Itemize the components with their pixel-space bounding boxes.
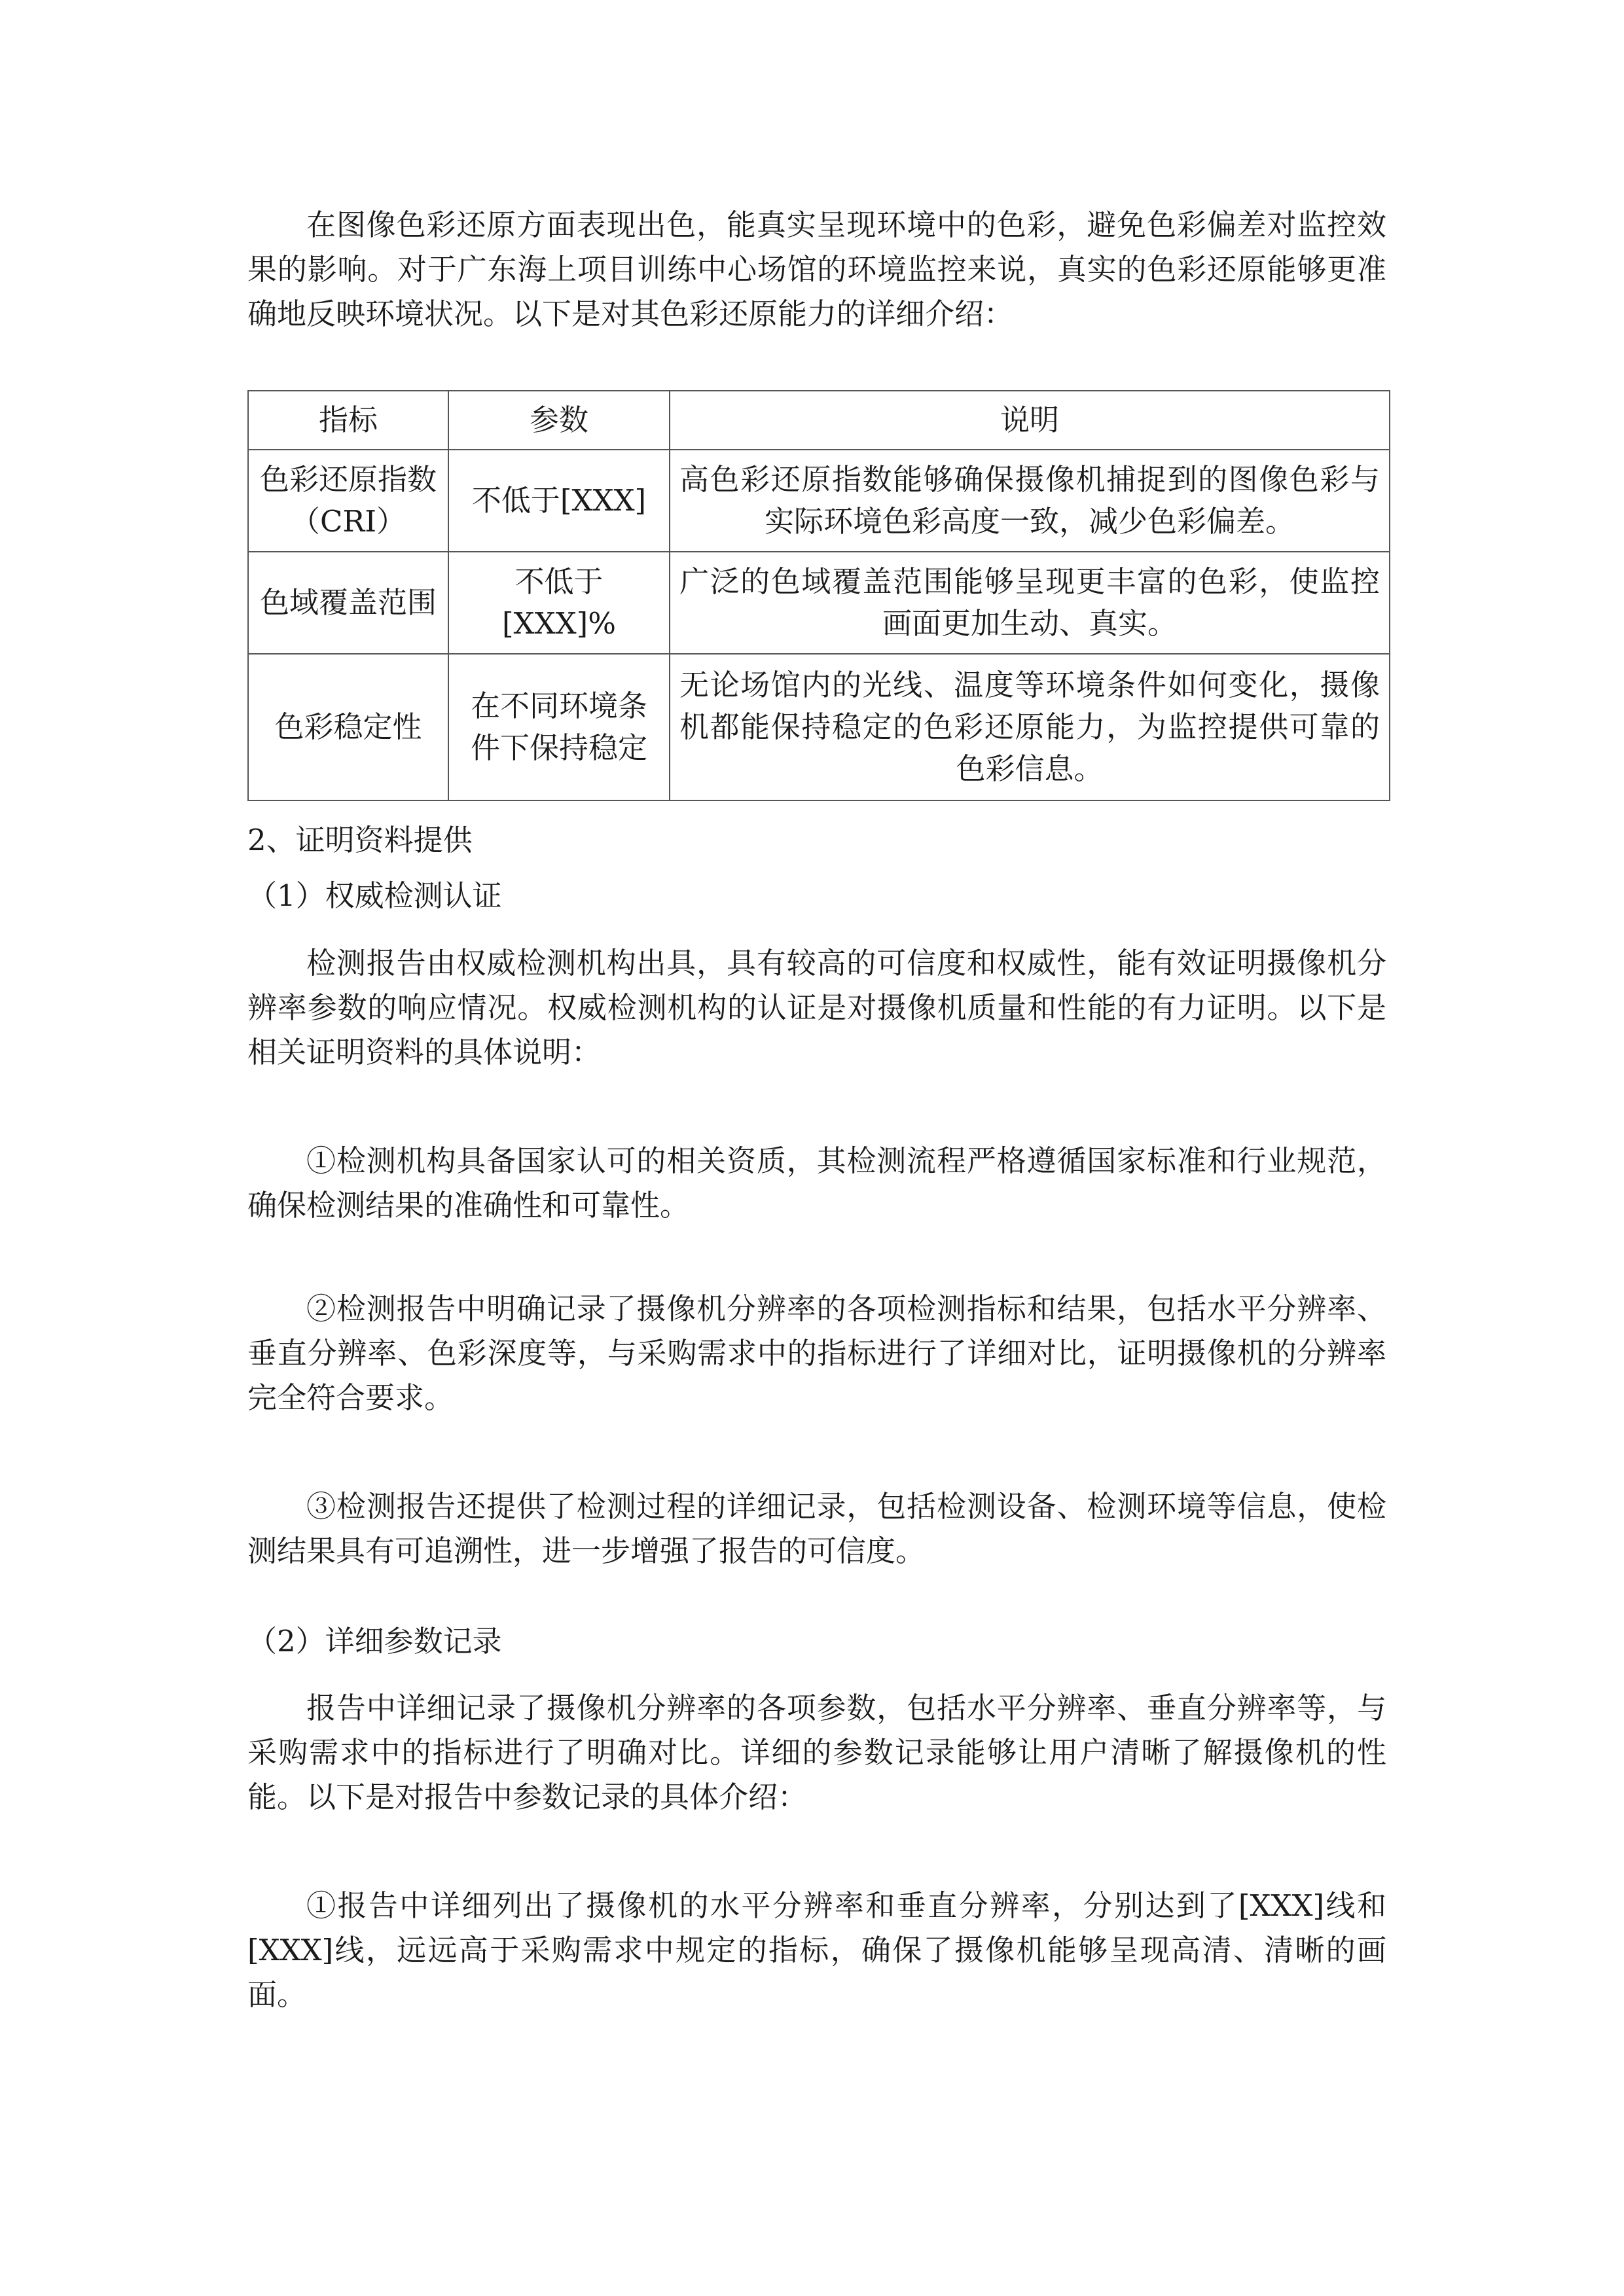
- row-desc: 广泛的色域覆盖范围能够呈现更丰富的色彩，使监控画面更加生动、真实。: [670, 552, 1390, 654]
- section-2-heading: 2、证明资料提供: [247, 823, 473, 857]
- row-indicator: 色彩还原指数（CRI）: [248, 450, 448, 552]
- row-desc: 无论场馆内的光线、温度等环境条件如何变化，摄像机都能保持稳定的色彩还原能力，为监控提供可靠的色彩信息。: [670, 654, 1390, 800]
- subsection-2-item-1: ①报告中详细列出了摄像机的水平分辨率和垂直分辨率，分别达到了[XXX]线和[XXX]线，远远高于采购需求中规定的指标，确保了摄像机能够呈现高清、清晰的画面。: [247, 1888, 1386, 2012]
- row-indicator: 色彩稳定性: [248, 654, 448, 800]
- table-row: [248, 654, 1390, 800]
- header-desc: 说明: [670, 391, 1390, 450]
- intro-paragraph: 在图像色彩还原方面表现出色，能真实呈现环境中的色彩，避免色彩偏差对监控效果的影响。对于广东海上项目训练中心场馆的环境监控来说，真实的色彩还原能够更准确地反映环境状况。以下是对其色彩还原能力的详细介绍：: [247, 207, 1386, 331]
- row-desc: 高色彩还原指数能够确保摄像机捕捉到的图像色彩与实际环境色彩高度一致，减少色彩偏差。: [670, 450, 1390, 552]
- subsection-1-heading: （1）权威检测认证: [247, 878, 502, 913]
- row-param: 在不同环境条件下保持稳定: [448, 654, 670, 800]
- subsection-1-item-2: ②检测报告中明确记录了摄像机分辨率的各项检测指标和结果，包括水平分辨率、垂直分辨率、色彩深度等，与采购需求中的指标进行了详细对比，证明摄像机的分辨率完全符合要求。: [247, 1291, 1386, 1415]
- table-row: [248, 552, 1390, 654]
- subsection-1-paragraph: 检测报告由权威检测机构出具，具有较高的可信度和权威性，能有效证明摄像机分辨率参数的响应情况。权威检测机构的认证是对摄像机质量和性能的有力证明。以下是相关证明资料的具体说明：: [247, 946, 1386, 1069]
- table-row: [248, 450, 1390, 552]
- header-indicator: 指标: [248, 391, 448, 450]
- color-spec-table: [247, 390, 1390, 801]
- subsection-2-heading: （2）详细参数记录: [247, 1624, 502, 1659]
- header-param: 参数: [448, 391, 670, 450]
- subsection-2-paragraph: 报告中详细记录了摄像机分辨率的各项参数，包括水平分辨率、垂直分辨率等，与采购需求中的指标进行了明确对比。详细的参数记录能够让用户清晰了解摄像机的性能。以下是对报告中参数记录的具体介绍：: [247, 1691, 1386, 1814]
- row-param: 不低于[XXX]: [448, 450, 670, 552]
- row-indicator: 色域覆盖范围: [248, 552, 448, 654]
- subsection-1-item-1: ①检测机构具备国家认可的相关资质，其检测流程严格遵循国家标准和行业规范，确保检测结果的准确性和可靠性。: [247, 1143, 1386, 1223]
- table-header-row: [248, 391, 1390, 450]
- row-param: 不低于[XXX]%: [448, 552, 670, 654]
- subsection-1-item-3: ③检测报告还提供了检测过程的详细记录，包括检测设备、检测环境等信息，使检测结果具有可追溯性，进一步增强了报告的可信度。: [247, 1489, 1386, 1568]
